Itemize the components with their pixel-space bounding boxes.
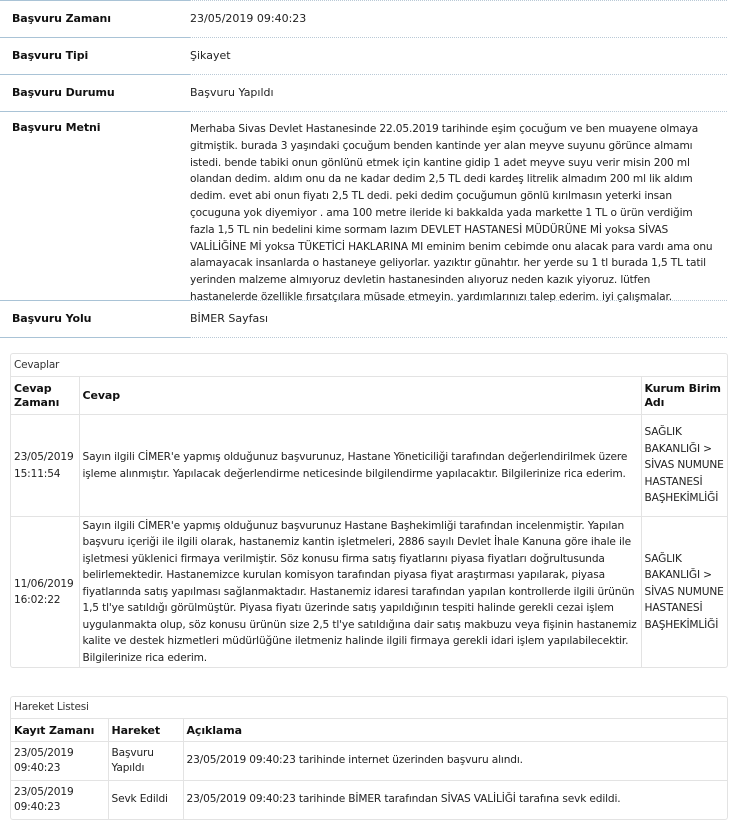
table-row (11, 415, 727, 517)
detail-label: Başvuru Zamanı (12, 12, 111, 25)
detail-label: Başvuru Yolu (12, 312, 92, 325)
detail-label: Başvuru Tipi (12, 49, 89, 62)
table-row (11, 742, 727, 781)
detail-row-basvuru-zamani (0, 0, 727, 37)
answer-time: 23/05/2019 15:11:54 (11, 415, 79, 517)
activity-panel (10, 696, 728, 820)
answer-text: Sayın ilgili CİMER'e yapmış olduğunuz başvurunuz, Hastane Yöneticiliği tarafından değerlendirilmek üzere işleme alınmıştır. Yapılacak değerlendirme neticesinde bilgilendirme yapılacaktır. Bilgilerinize rica ederim. (79, 415, 641, 517)
answer-unit: SAĞLIK BAKANLIĞI > SİVAS NUMUNE HASTANESİ BAŞHEKİMLİĞİ (641, 415, 727, 517)
answers-header-row (11, 377, 727, 415)
detail-value: BİMER Sayfası (190, 312, 269, 325)
detail-row-basvuru-yolu (0, 300, 727, 338)
column-header-kayit-zamani: Kayıt Zamanı (11, 719, 108, 742)
column-header-aciklama: Açıklama (183, 719, 727, 742)
activity-time: 23/05/2019 09:40:23 (11, 781, 108, 820)
activity-header-row (11, 719, 727, 742)
detail-label: Başvuru Durumu (12, 86, 115, 99)
detail-value: Merhaba Sivas Devlet Hastanesinde 22.05.2019 tarihinde eşim çocuğum ve ben muayene olmaya gitmiştik. burada 3 yaşındaki çocuğum benden kantinde yer alan meyve suyunu görünce almamı istedi. bende tabiki onun gönlünü etmek için kantine gidip 1 adet meyve suyu verir misin 200 ml olandan dedim. aldım onu da ne kadar dedim 2,5 TL dedi kardeş litrelik almadım 200 ml lik aldım dedim. evet abi onun fiyatı 2,5 TL dedi. peki dedim çocuğumun gönlü kırılmasın yeterki insan çocuguna yok diyemiyor . ama 100 metre ileride ki bakkalda yada markette 1 TL o ürün verdiğim fazla 1,5 TL nin bedelini kime sormam lazım DEVLET HASTANESİ MÜDÜRÜNE Mİ yoksa SİVAS VALİLİĞİNE Mİ yoksa TÜKETİCİ HAKLARINA MI eminim benim cebimde onu alacak para vardı ama onu alamayacak insanlarda o hastaneye geliyorlar. yazıktır günahtır. her yerde su 1 tl burada 1,5 TL tatil yerinden malzeme almıyoruz devletin hastanesinden alıyoruz neden kazık yiyoruz. lütfen hastanelerde özellikle fırsatçılara müsade etmeyin. yardımlarınızı talep ederim. iyi çalışmalar. (190, 123, 713, 303)
activity-table (11, 718, 727, 819)
answer-unit: SAĞLIK BAKANLIĞI > SİVAS NUMUNE HASTANESİ BAŞHEKİMLİĞİ (641, 517, 727, 668)
column-header-kurum-birim-adi: Kurum Birim Adı (641, 377, 727, 415)
activity-action: Sevk Edildi (108, 781, 183, 820)
activity-description: 23/05/2019 09:40:23 tarihinde internet üzerinden başvuru alındı. (183, 742, 727, 781)
answers-panel (10, 353, 728, 668)
activity-panel-title: Hareket Listesi (14, 701, 89, 713)
answer-time: 11/06/2019 16:02:22 (11, 517, 79, 668)
detail-value: Başvuru Yapıldı (190, 86, 274, 99)
activity-action: Başvuru Yapıldı (108, 742, 183, 781)
column-header-cevap: Cevap (79, 377, 641, 415)
detail-row-basvuru-tipi (0, 37, 727, 74)
application-details (0, 0, 727, 338)
answers-table (11, 376, 727, 667)
detail-row-basvuru-durumu (0, 74, 727, 111)
table-row (11, 517, 727, 668)
detail-label: Başvuru Metni (12, 121, 101, 134)
answers-panel-title: Cevaplar (14, 359, 60, 371)
activity-description: 23/05/2019 09:40:23 tarihinde BİMER tarafından SİVAS VALİLİĞİ tarafına sevk edildi. (183, 781, 727, 820)
detail-row-basvuru-metni (0, 111, 727, 303)
table-row (11, 781, 727, 820)
column-header-hareket: Hareket (108, 719, 183, 742)
answer-text: Sayın ilgili CİMER'e yapmış olduğunuz başvurunuz Hastane Başhekimliği tarafından incelenmiştir. Yapılan başvuru içeriği ile ilgili olarak, hastanemiz kantin işletmeleri, 2886 sayılı Devlet İhale Kanuna göre ihale ile işletmesi yüklenici firmaya verilmiştir. Söz konusu firma satış fiyatlarını piyasa fiyatları doğrultusunda belirlemektedir. Hastanemizce kurulan komisyon tarafından piyasa fiyat araştırması yapılarak, piyasa fiyatlarında satış yapılması sağlanmaktadır. Hastanemiz idaresi tarafından yapılan kontrollerde ilgili ürünün 1,5 tl'ye satıldığı görülmüştür. Piyasa fiyatı üzerinde satış yapıldığının tespiti halinde gerekli cezai işlem uygulanmakta olup, söz konusu ürünün size 2,5 tl'ye satıldığına dair satış makbuzu veya fişinin hastanemiz kalite ve destek hizmetleri müdürlüğüne iletmeniz halinde ilgili firmaya gerekli idari işlem yapılabilecektir. Bilgilerinize rica ederim. (79, 517, 641, 668)
activity-time: 23/05/2019 09:40:23 (11, 742, 108, 781)
column-header-cevap-zamani: Cevap Zamanı (11, 377, 79, 415)
detail-value: 23/05/2019 09:40:23 (190, 12, 307, 25)
detail-value: Şikayet (190, 49, 231, 62)
